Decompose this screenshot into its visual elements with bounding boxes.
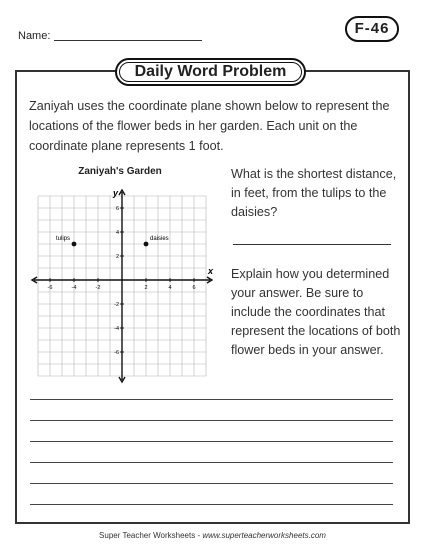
y-axis-label: y	[113, 188, 119, 198]
x-tick-label: -4	[71, 285, 77, 291]
point-label-tulips: tulips	[55, 236, 70, 242]
writing-line-3[interactable]	[30, 441, 393, 442]
writing-line-4[interactable]	[30, 462, 393, 463]
x-tick-label: 4	[168, 285, 172, 291]
point-daisies	[144, 242, 149, 247]
x-tick-label: 2	[144, 285, 148, 291]
point-tulips	[72, 242, 77, 247]
graph-title: Zaniyah's Garden	[78, 166, 162, 177]
coordinate-plane	[32, 180, 212, 380]
name-line[interactable]	[54, 40, 202, 41]
footer	[0, 531, 425, 540]
writing-line-5[interactable]	[30, 483, 393, 484]
footer-url[interactable]: www.superteacherworksheets.com	[202, 531, 326, 540]
footer-brand: Super Teacher Worksheets -	[99, 531, 203, 540]
y-tick-label: 6	[115, 206, 119, 212]
y-tick-label: -2	[114, 302, 119, 308]
writing-line-6[interactable]	[30, 504, 393, 505]
worksheet-code-badge: F-46	[345, 16, 399, 42]
name-label: Name:	[18, 30, 51, 42]
x-tick-label: 6	[192, 285, 196, 291]
writing-line-2[interactable]	[30, 420, 393, 421]
question-2: Explain how you determined your answer. Be sure to include the coordinates that represent the locations of both flower beds in your answer.	[231, 267, 401, 357]
worksheet-title: Daily Word Problem	[115, 58, 306, 86]
x-axis-label: x	[208, 266, 214, 276]
question-1: What is the shortest distance, in feet, from the tulips to the daisies?	[231, 167, 397, 219]
name-field[interactable]	[18, 30, 202, 42]
x-tick-label: -6	[47, 285, 53, 291]
y-tick-label: -6	[114, 350, 119, 356]
y-tick-label: 4	[115, 230, 119, 236]
y-tick-label: 2	[115, 254, 119, 260]
y-tick-label: -4	[114, 326, 119, 332]
point-label-daisies: daisies	[150, 236, 169, 242]
problem-intro: Zaniyah uses the coordinate plane shown below to represent the locations of the flower beds in her garden. Each unit on the coordinate plane represents 1 foot.	[29, 99, 390, 153]
answer-line[interactable]	[233, 244, 391, 245]
x-tick-label: -2	[95, 285, 101, 291]
writing-line-1[interactable]	[30, 399, 393, 400]
